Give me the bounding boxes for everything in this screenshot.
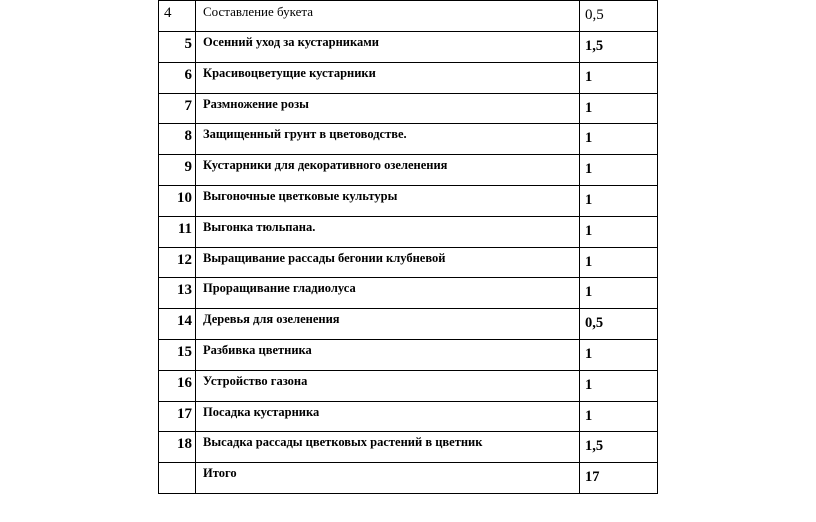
- row-number: 10: [159, 185, 196, 216]
- row-hours: 1: [580, 93, 658, 124]
- row-title: Высадка рассады цветковых растений в цветник: [196, 432, 580, 463]
- table-row: [159, 155, 658, 186]
- table-row: [159, 32, 658, 63]
- row-number: 11: [159, 216, 196, 247]
- row-number: 7: [159, 93, 196, 124]
- row-hours: 1: [580, 370, 658, 401]
- table-row: [159, 185, 658, 216]
- row-hours: 1,5: [580, 432, 658, 463]
- row-hours: 1: [580, 62, 658, 93]
- table-row: [159, 124, 658, 155]
- row-title: Составление букета: [196, 1, 580, 32]
- row-title: Осенний уход за кустарниками: [196, 32, 580, 63]
- table-row: [159, 1, 658, 32]
- row-title: Размножение розы: [196, 93, 580, 124]
- row-title: Устройство газона: [196, 370, 580, 401]
- table-row: [159, 93, 658, 124]
- table-row: [159, 401, 658, 432]
- row-hours: 1: [580, 155, 658, 186]
- row-number: 12: [159, 247, 196, 278]
- row-number: 16: [159, 370, 196, 401]
- total-row: [159, 463, 658, 494]
- row-hours: 1: [580, 124, 658, 155]
- table-row: [159, 339, 658, 370]
- row-title: Выгонка тюльпана.: [196, 216, 580, 247]
- table-row: [159, 278, 658, 309]
- row-number: 13: [159, 278, 196, 309]
- total-number: [159, 463, 196, 494]
- table-row: [159, 370, 658, 401]
- row-hours: 1: [580, 216, 658, 247]
- row-hours: 0,5: [580, 309, 658, 340]
- table-row: [159, 62, 658, 93]
- row-number: 18: [159, 432, 196, 463]
- table-row: [159, 216, 658, 247]
- row-number: 5: [159, 32, 196, 63]
- row-hours: 1,5: [580, 32, 658, 63]
- row-hours: 0,5: [580, 1, 658, 32]
- row-number: 8: [159, 124, 196, 155]
- row-number: 14: [159, 309, 196, 340]
- total-hours: 17: [580, 463, 658, 494]
- row-hours: 1: [580, 339, 658, 370]
- row-title: Выращивание рассады бегонии клубневой: [196, 247, 580, 278]
- table-row: [159, 309, 658, 340]
- row-number: 6: [159, 62, 196, 93]
- row-title: Красивоцветущие кустарники: [196, 62, 580, 93]
- row-hours: 1: [580, 247, 658, 278]
- row-hours: 1: [580, 401, 658, 432]
- total-title: Итого: [196, 463, 580, 494]
- row-number: 17: [159, 401, 196, 432]
- row-title: Разбивка цветника: [196, 339, 580, 370]
- row-number: 15: [159, 339, 196, 370]
- row-title: Кустарники для декоративного озеленения: [196, 155, 580, 186]
- lesson-plan-table: [158, 0, 658, 494]
- table-row: [159, 432, 658, 463]
- row-hours: 1: [580, 185, 658, 216]
- row-title: Посадка кустарника: [196, 401, 580, 432]
- row-hours: 1: [580, 278, 658, 309]
- table-row: [159, 247, 658, 278]
- row-number: 9: [159, 155, 196, 186]
- row-title: Защищенный грунт в цветоводстве.: [196, 124, 580, 155]
- row-title: Выгоночные цветковые культуры: [196, 185, 580, 216]
- row-title: Деревья для озеленения: [196, 309, 580, 340]
- row-number: 4: [159, 1, 196, 32]
- row-title: Проращивание гладиолуса: [196, 278, 580, 309]
